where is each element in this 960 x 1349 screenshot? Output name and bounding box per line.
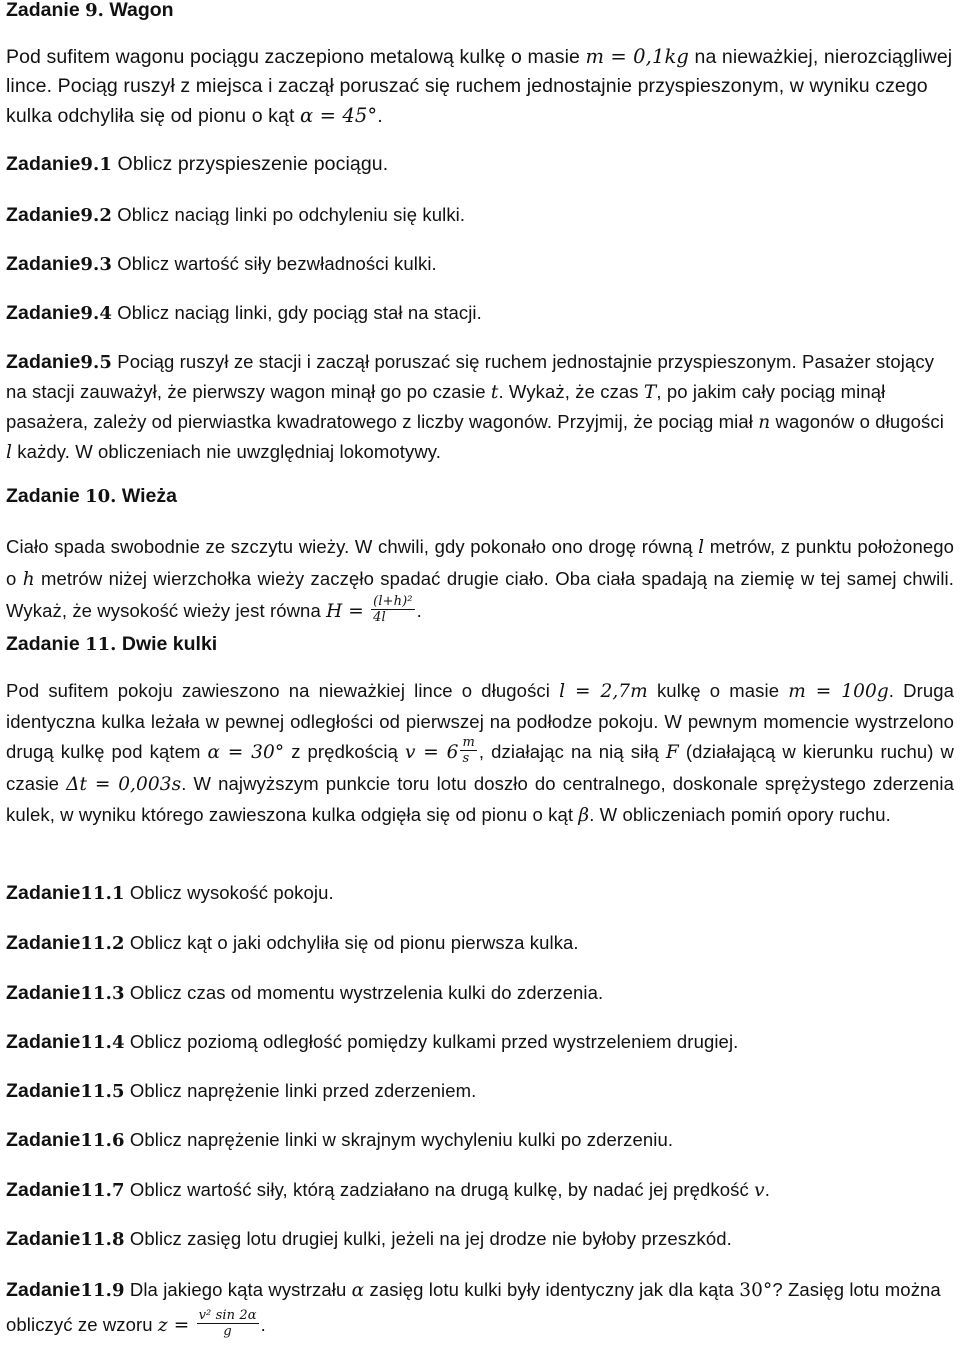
task-11-2: Zadanie11.2 Oblicz kąt o jaki odchyliła się od pionu pierwsza kulka. [6,932,579,954]
task-11-heading: Zadanie 11. Dwie kulki [6,633,218,655]
task-11-body: Pod sufitem pokoju zawieszono na nieważkiej lince o długości l = 2,7m kulkę o masie m = 100g. Druga identyczna kulka leżała w pewnej odległości od pierwszej na podłodze pokoju. W pewnym momencie wystrzelono drugą kulkę pod kątem α = 30° z prędkością v = 6 $\frac{m}{s}$ , działając na nią siłą F (działającą w kierunku ruchu) w czasie Δt = 0,003s. W najwyższym punkcie toru lotu doszło do centralnego, doskonale sprężystego zderzenia kulek, w wyniku którego zawieszona kulka odgięła się od pionu o kąt β. W obliczeniach pomiń opory ruchu. [6,680,955,826]
task-11-9: Zadanie11.9 Dla jakiego kąta wystrzału α zasięg lotu kulki były identyczny jak dla kąta 30°? Zasięg lotu można obliczyć ze wzoru z = $\frac{\text{v² sin 2α}}{g}$ . [6,1279,941,1339]
task-9-1: Zadanie9.1 Oblicz przyspieszenie pociągu. [6,153,389,175]
task-9-heading [6,0,954,25]
heading-title: Wagon [109,0,174,21]
heading-word: Zadanie [6,0,80,21]
task-11-1: Zadanie11.1 Oblicz wysokość pokoju. [6,882,334,904]
task-11-7: Zadanie11.7 Oblicz wartość siły, którą zadziałano na drugą kulkę, by nadać jej prędkość v. [6,1179,770,1201]
task-9-3: Zadanie9.3 Oblicz wartość siły bezwładności kulki. [6,253,437,275]
task-9-intro: Pod sufitem wagonu pociągu zaczepiono metalową kulkę o masie m = 0,1kg na nieważkiej, nierozciągliwej lince. Pociąg ruszył z miejsca i zaczął poruszać się ruchem jednostajnie przyspieszonym, w wyniku czego kulka odchyliła się od pionu o kąt α = 45°. [6,45,953,127]
task-9-5: Zadanie9.5 Pociąg ruszył ze stacji i zaczął poruszać się ruchem jednostajnie przyspieszonym. Pasażer stojący na stacji zauważył, że pierwszy wagon minął go po czasie t. Wykaż, że czas T, po jakim cały pociąg minął pasażera, zależy od pierwiastka kwadratowego z liczby wagonów. Przyjmij, że pociąg miał n wagonów o długości l każdy. W obliczeniach nie uwzględniaj lokomotywy. [6,351,944,463]
mass-formula: m = 0,1kg [585,45,689,68]
task-11-5: Zadanie11.5 Oblicz naprężenie linki przed zderzeniem. [6,1080,477,1102]
task-10-body: Ciało spada swobodnie ze szczytu wieży. W chwili, gdy pokonało ono drogę równą l metrów, z punktu położonego o h metrów niżej wierzchołka wieży zaczęło spadać drugie ciało. Oba ciała spadają na ziemię w tej samej chwili. Wykaż, że wysokość wieży jest równa H = $\frac{\text{(l+h)²}}{4l}$ . [6,536,954,625]
heading-number: 9. [85,0,104,21]
range-formula-fraction: $\frac{\text{v² sin 2α}}{g}$ [198,1307,257,1339]
task-11-3: Zadanie11.3 Oblicz czas od momentu wystrzelenia kulki do zderzenia. [6,982,604,1004]
task-11-4: Zadanie11.4 Oblicz poziomą odległość pomiędzy kulkami przed wystrzeleniem drugiej. [6,1031,739,1053]
task-9-4: Zadanie9.4 Oblicz naciąg linki, gdy pociąg stał na stacji. [6,302,482,324]
task-11-6: Zadanie11.6 Oblicz naprężenie linki w skrajnym wychyleniu kulki po zderzeniu. [6,1129,674,1151]
task-9-2: Zadanie9.2 Oblicz naciąg linki po odchyleniu się kulki. [6,204,466,226]
tower-height-fraction: $\frac{\text{(l+h)²}}{4l}$ [373,593,413,625]
task-10-heading: Zadanie 10. Wieża [6,485,177,507]
angle-formula: α = 45° [300,104,378,127]
task-11-8: Zadanie11.8 Oblicz zasięg lotu drugiej kulki, jeżeli na jej drodze nie byłoby przeszkód. [6,1228,732,1250]
velocity-unit-fraction: $\frac{m}{s}$ [462,734,475,766]
